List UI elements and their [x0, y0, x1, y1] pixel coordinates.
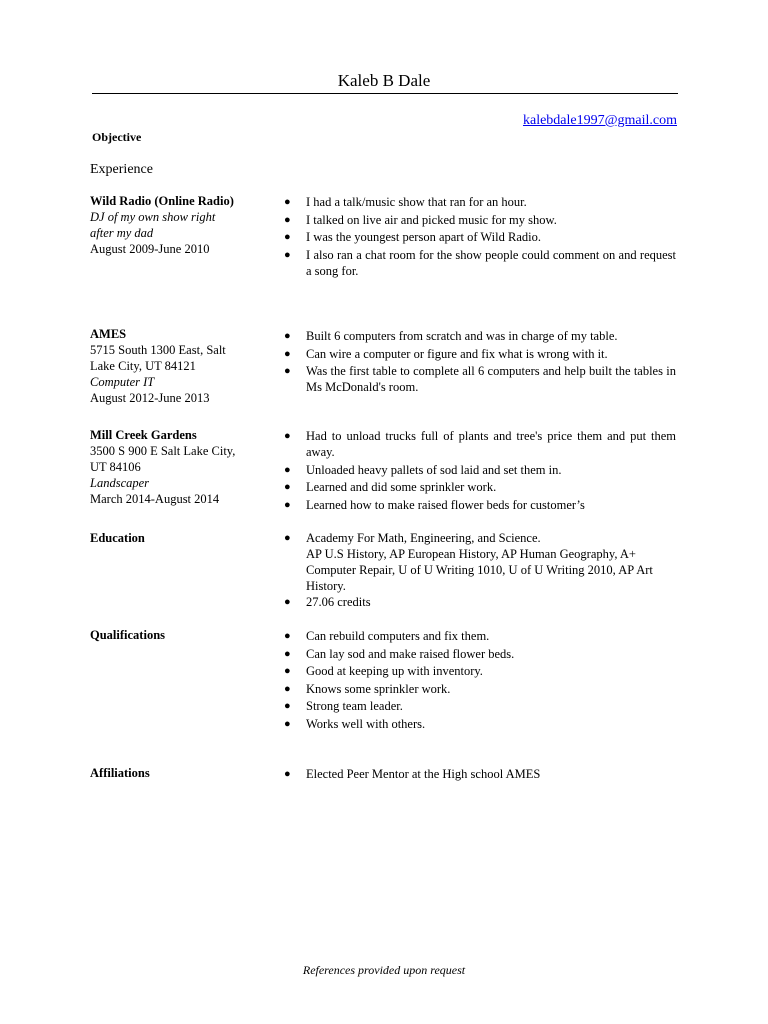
list-item: ● Was the first table to complete all 6 computers and help built the tables in Ms McDonald's room.	[284, 364, 676, 394]
job-address: 3500 S 900 E Salt Lake City,	[90, 444, 236, 458]
education-block	[284, 530, 676, 612]
list-item: ● I was the youngest person apart of Wild Radio.	[284, 229, 676, 247]
list-item: ● Knows some sprinkler work.	[284, 681, 676, 699]
employer-name: AMES	[90, 327, 127, 341]
job-mill-creek-bullets	[284, 428, 676, 514]
bullet-dot-icon: ●	[284, 213, 291, 226]
job-role: DJ of my own show right	[90, 210, 216, 224]
bullet-dot-icon: ●	[284, 630, 291, 642]
job-role: Landscaper	[90, 476, 150, 490]
list-item	[284, 530, 676, 546]
bullet-dot-icon: ●	[284, 365, 291, 377]
job-dates: March 2014-August 2014	[90, 492, 220, 506]
job-address-continued: UT 84106	[90, 460, 141, 474]
bullet-dot-icon: ●	[284, 463, 291, 476]
experience-heading: Experience	[90, 162, 153, 177]
bullet-dot-icon: ●	[284, 330, 291, 342]
list-item: ● I also ran a chat room for the show people could comment on and request a song for.	[284, 247, 676, 278]
email-link[interactable]: kalebdale1997@gmail.com	[522, 113, 677, 128]
list-item: ● Built 6 computers from scratch and was in charge of my table.	[284, 328, 676, 346]
job-wild-radio-bullets	[284, 194, 676, 280]
list-item: ● Unloaded heavy pallets of sod laid and set them in.	[284, 462, 676, 480]
bullet-dot-icon: ●	[284, 248, 291, 261]
job-mill-creek-info	[90, 427, 270, 507]
list-item: ● Can rebuild computers and fix them.	[284, 628, 676, 646]
job-wild-radio-info	[90, 193, 270, 257]
resume-name: Kaleb B Dale	[337, 71, 431, 90]
affiliations-list	[284, 766, 676, 784]
list-item: ● Can wire a computer or figure and fix what is wrong with it.	[284, 346, 676, 364]
qualifications-list	[284, 628, 676, 733]
list-item: ● I talked on live air and picked music for my show.	[284, 212, 676, 230]
job-dates: August 2012-June 2013	[90, 391, 210, 405]
list-item: ● Can lay sod and make raised flower beds.	[284, 646, 676, 664]
employer-name: Wild Radio (Online Radio)	[90, 194, 234, 208]
education-heading: Education	[90, 531, 145, 545]
bullet-dot-icon: ●	[284, 682, 291, 695]
list-item: ● Elected Peer Mentor at the High school AMES	[284, 766, 676, 784]
bullet-dot-icon: ●	[284, 231, 291, 243]
education-courses: AP U.S History, AP European History, AP Human Geography, A+ Computer Repair, U of U Writing 1010, U of U Writing 2010, AP Art History.	[306, 547, 653, 593]
list-item: ● Had to unload trucks full of plants and tree's price them and put them away.	[284, 429, 676, 459]
affiliations-heading: Affiliations	[90, 766, 150, 780]
list-item: ● Strong team leader.	[284, 698, 676, 716]
list-item: ● Works well with others.	[284, 716, 676, 734]
bullet-dot-icon: ●	[284, 196, 291, 208]
bullet-dot-icon: ●	[284, 647, 291, 660]
list-item: ● Learned how to make raised flower beds for customer’s	[284, 497, 676, 515]
list-item: ● Good at keeping up with inventory.	[284, 663, 676, 681]
job-role-continued: after my dad	[90, 226, 154, 240]
job-dates: August 2009-June 2010	[90, 242, 210, 256]
bullet-dot-icon: ●	[284, 481, 291, 493]
education-school: Academy For Math, Engineering, and Science.	[306, 531, 541, 545]
references-note: References provided upon request	[302, 963, 466, 977]
bullet-dot-icon: ●	[284, 700, 291, 712]
job-role: Computer IT	[90, 375, 155, 389]
bullet-dot-icon: ●	[284, 430, 291, 442]
list-item	[284, 594, 676, 612]
header-divider	[92, 93, 678, 94]
list-item: ● Learned and did some sprinkler work.	[284, 479, 676, 497]
employer-name: Mill Creek Gardens	[90, 428, 197, 442]
objective-heading: Objective	[92, 130, 142, 144]
bullet-dot-icon: ●	[284, 532, 291, 544]
bullet-dot-icon: ●	[284, 347, 291, 360]
bullet-dot-icon: ●	[284, 717, 291, 730]
job-address: 5715 South 1300 East, Salt	[90, 343, 226, 357]
bullet-dot-icon: ●	[284, 596, 291, 608]
job-ames-bullets	[284, 328, 676, 397]
bullet-dot-icon: ●	[284, 665, 291, 677]
job-address-continued: Lake City, UT 84121	[90, 359, 196, 373]
bullet-dot-icon: ●	[284, 498, 291, 511]
job-ames-info	[90, 326, 270, 406]
education-credits: 27.06 credits	[306, 595, 371, 609]
qualifications-heading: Qualifications	[90, 628, 166, 642]
bullet-dot-icon: ●	[284, 768, 291, 780]
list-item: ● I had a talk/music show that ran for an hour.	[284, 194, 676, 212]
